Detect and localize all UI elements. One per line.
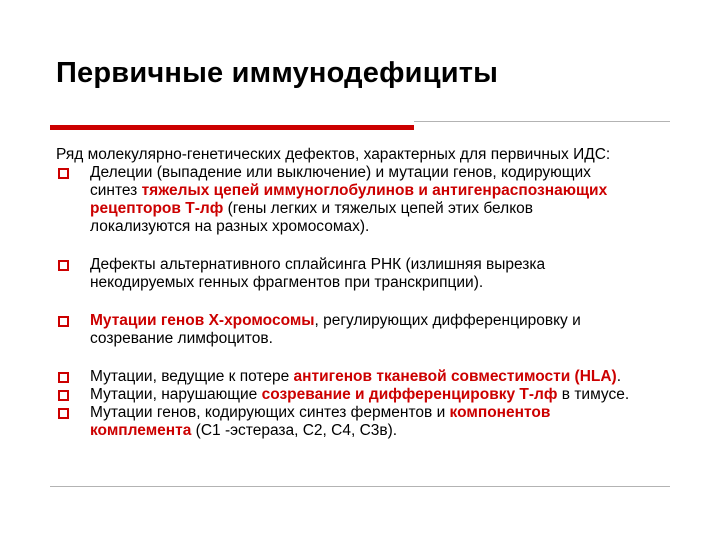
item-text: локализуются на разных хромосомах). (90, 218, 370, 235)
square-bullet-icon (58, 372, 69, 383)
item-line (90, 218, 720, 236)
list-item-splicing (56, 256, 720, 292)
item-line (90, 274, 720, 292)
square-bullet-icon (58, 390, 69, 401)
item-line (90, 256, 720, 274)
item-line (90, 182, 720, 200)
item-line (90, 404, 720, 422)
item-text: Мутации генов, кодирующих синтез ферментов и (90, 404, 450, 421)
item-text: Мутации, нарушающие (90, 386, 262, 403)
list-item-hla (56, 368, 720, 386)
item-text: Делеции (выпадение или выключение) и мутации генов, кодирующих (90, 164, 591, 181)
item-text: некодируемых генных фрагментов при транскрипции). (90, 274, 484, 291)
item-text: . (616, 368, 622, 385)
item-text: Мутации, ведущие к потере (90, 368, 294, 385)
slide-body (56, 146, 720, 440)
highlight-text: антигенов тканевой совместимости (HLA) (293, 368, 617, 385)
list-item-deletions (56, 164, 720, 236)
list-item-complement (56, 404, 720, 440)
item-text: в тимусе. (557, 386, 630, 403)
list-item-thymus (56, 386, 720, 404)
item-line (90, 164, 720, 182)
highlight-text: тяжелых цепей иммуноглобулинов и антигенраспознающих (141, 182, 608, 199)
item-text: (С1 -эстераза, С2, С4, С3в). (191, 422, 398, 439)
title-underline-accent (50, 125, 414, 130)
item-text: Дефекты альтернативного сплайсинга РНК (излишняя вырезка (90, 256, 546, 273)
item-line (90, 386, 720, 404)
square-bullet-icon (58, 316, 69, 327)
intro-text: Ряд молекулярно-генетических дефектов, характерных для первичных ИДС: (56, 146, 611, 163)
slide-title: Первичные иммунодефициты (56, 57, 499, 89)
highlight-text: комплемента (90, 422, 192, 439)
item-line (90, 422, 720, 440)
highlight-text: созревание и дифференцировку Т-лф (261, 386, 558, 403)
square-bullet-icon (58, 168, 69, 179)
list-item-x-chromosome (56, 312, 720, 348)
item-line (90, 330, 720, 348)
square-bullet-icon (58, 260, 69, 271)
item-text: созревание лимфоцитов. (90, 330, 273, 347)
footer-divider (50, 486, 670, 487)
item-line (90, 368, 720, 386)
square-bullet-icon (58, 408, 69, 419)
item-line (90, 200, 720, 218)
item-text: (гены легких и тяжелых цепей этих белков (223, 200, 534, 217)
item-text: синтез (90, 182, 142, 199)
item-text: , регулирующих дифференцировку и (314, 312, 581, 329)
highlight-text: рецепторов Т-лф (90, 200, 224, 217)
highlight-text: компонентов (449, 404, 551, 421)
item-line (90, 312, 720, 330)
title-underline-thin (414, 121, 670, 122)
highlight-text: Мутации генов Х-хромосомы (90, 312, 315, 329)
